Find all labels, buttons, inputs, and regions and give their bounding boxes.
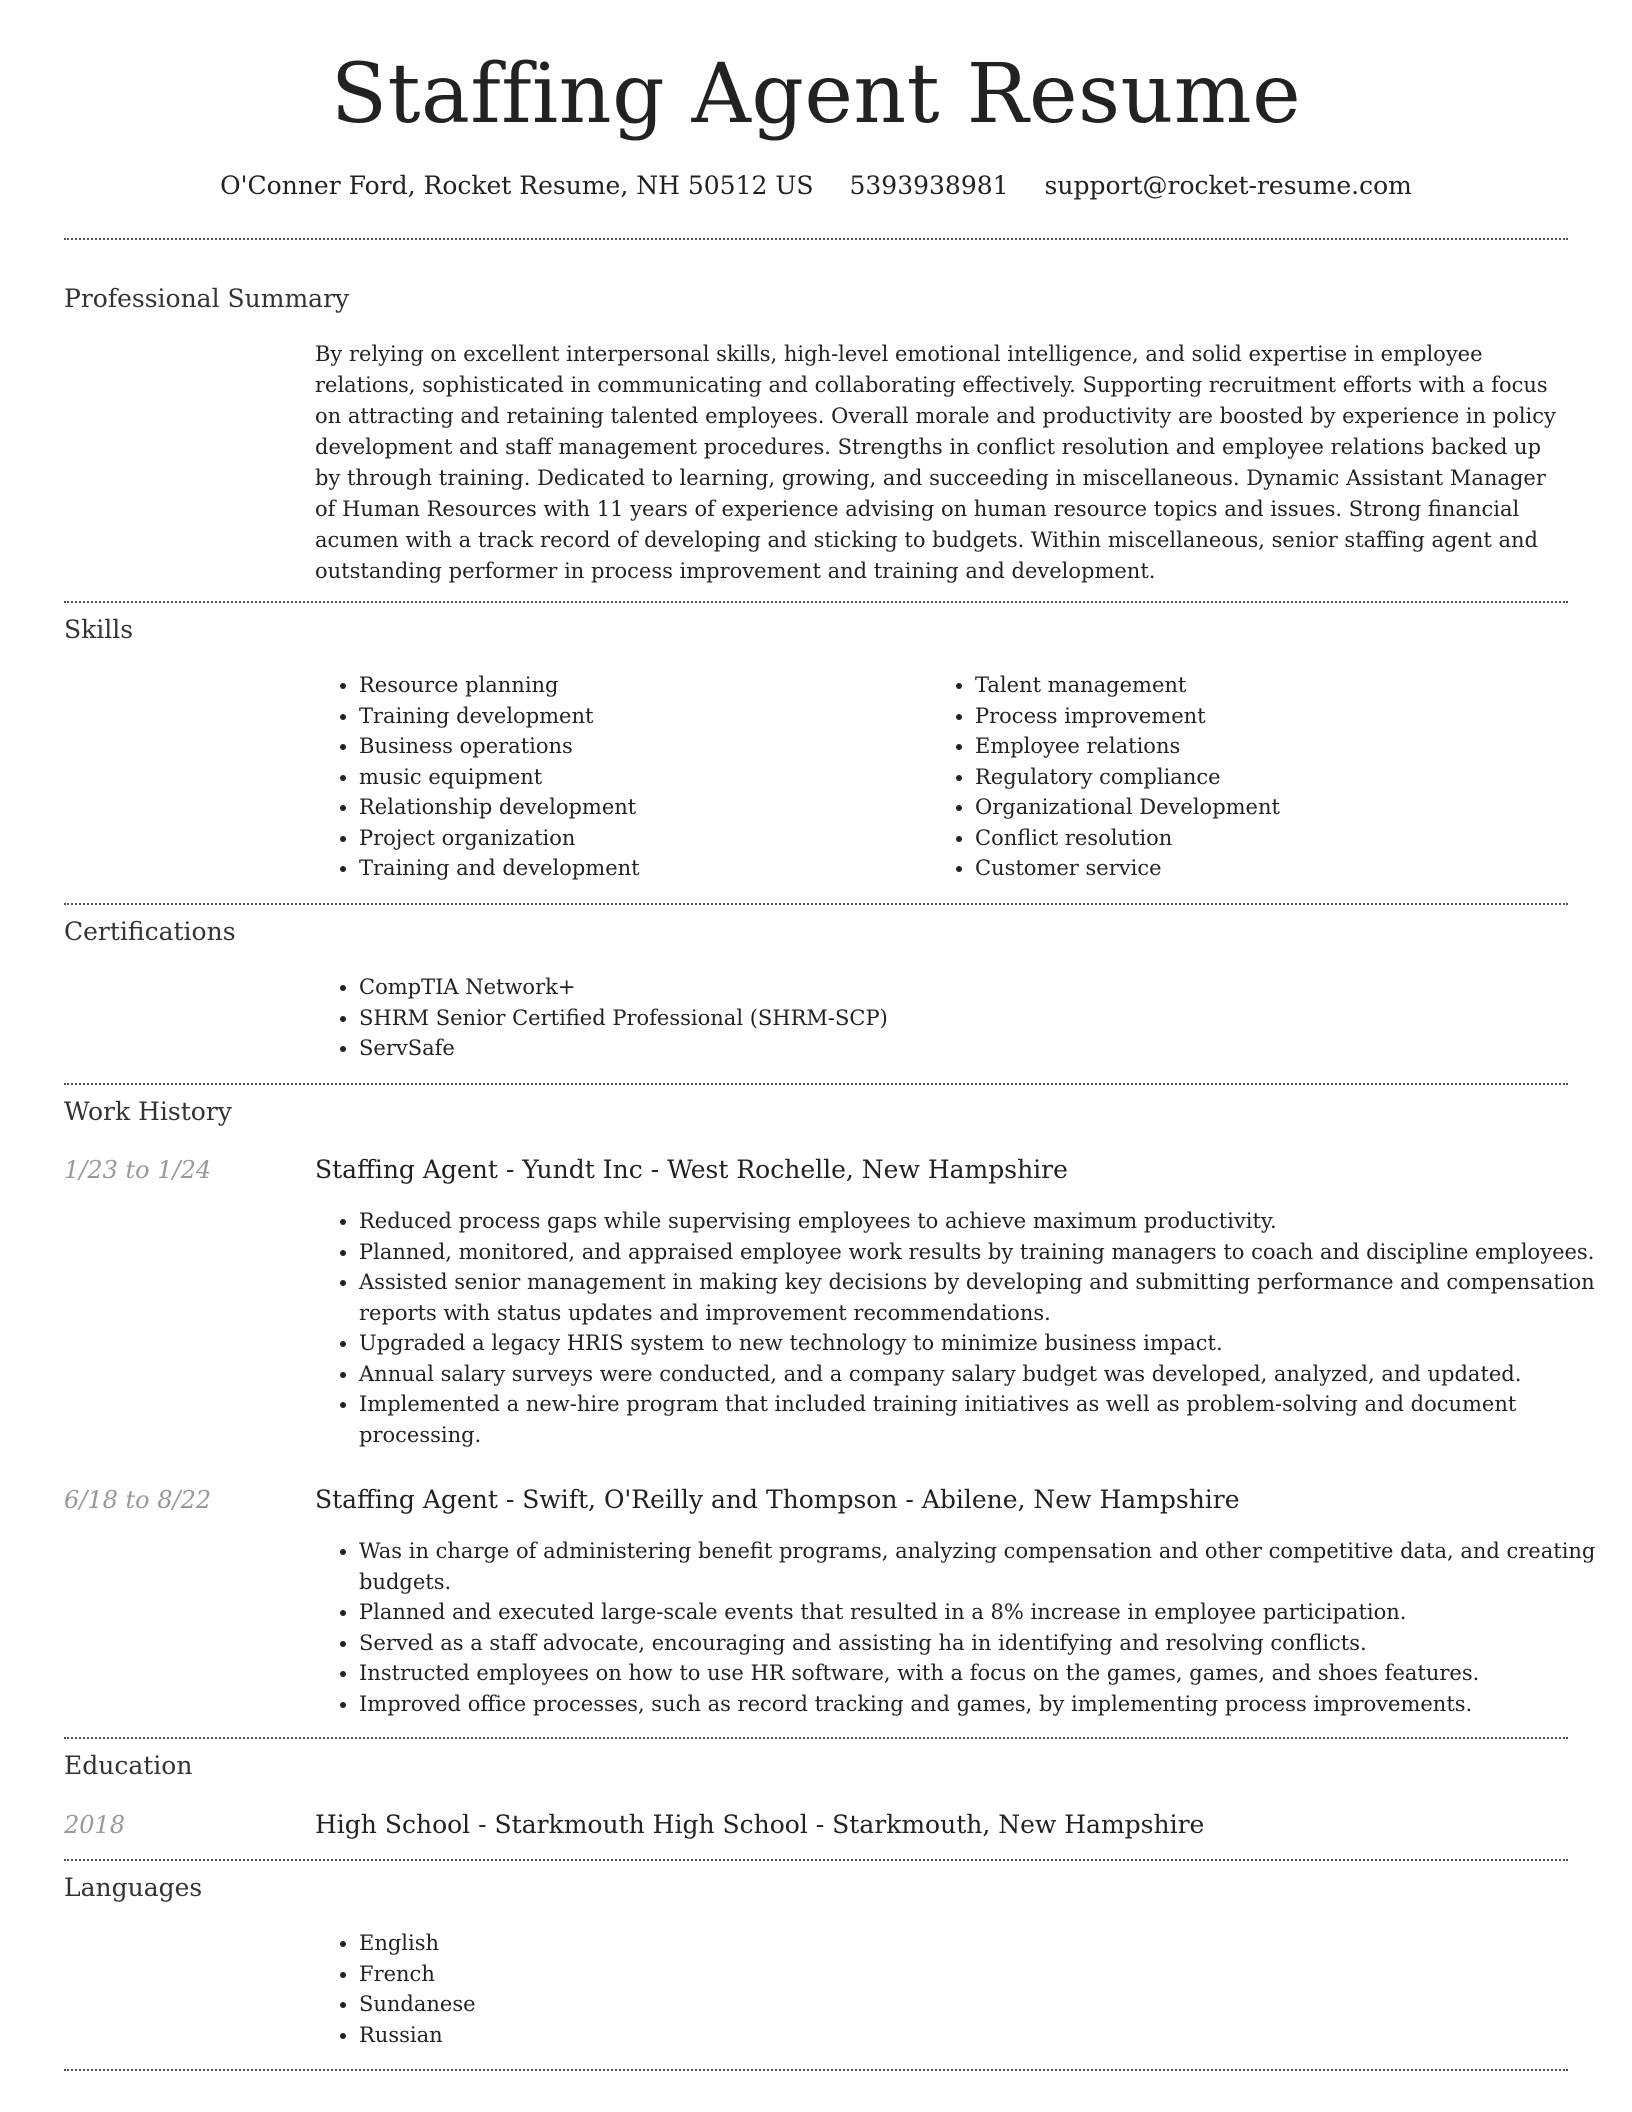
list-item: • Instructed employees on how to use HR software, with a focus on the games, games, and shoes features.	[359, 1658, 1612, 1689]
divider	[64, 1737, 1568, 1739]
summary-text: By relying on excellent interpersonal skills, high-level emotional intelligence, and solid expertise in employee relations, sophisticated in communicating and collaborating effectively. Supporting recruitment efforts with a focus on attracting and retaining talented employees. Overall morale and productivity are boosted by experience in policy development and staff management procedures. Strengths in conflict resolution and employee relations backed up by through training. Dedicated to learning, growing, and succeeding in miscellaneous. Dynamic Assistant Manager of Human Resources with 11 years of experience advising on human resource topics and issues. Strong financial acumen with a track record of developing and sticking to budgets. Within miscellaneous, senior staffing agent and outstanding performer in process improvement and training and development.	[315, 342, 1556, 583]
job-dates: 1/23 to 1/24	[64, 1156, 212, 1184]
list-item: • Training and development	[359, 853, 929, 884]
section-heading-summary: Professional Summary	[64, 284, 350, 313]
list-item: • Talent management	[975, 670, 1575, 701]
list-item: • Was in charge of administering benefit programs, analyzing compensation and other competitive data, and creating budgets.	[359, 1536, 1612, 1597]
list-item: • English	[359, 1928, 1559, 1959]
certifications-list	[315, 972, 1559, 1064]
list-item: • ServSafe	[359, 1033, 1559, 1064]
skills-list-left	[315, 670, 929, 884]
divider	[64, 1859, 1568, 1861]
divider	[64, 2069, 1568, 2071]
list-item: • Employee relations	[975, 731, 1575, 762]
job-dates: 6/18 to 8/22	[64, 1486, 212, 1514]
list-item: • Improved office processes, such as record tracking and games, by implementing process improvements.	[359, 1689, 1612, 1720]
contact-phone: 5393938981	[849, 171, 1009, 200]
skills-list-right	[931, 670, 1575, 884]
list-item: • Served as a staff advocate, encouraging and assisting ha in identifying and resolving conflicts.	[359, 1628, 1612, 1659]
education-dates: 2018	[64, 1811, 126, 1839]
job-bullets	[315, 1536, 1612, 1719]
section-heading-skills: Skills	[64, 615, 134, 644]
resume-title: Staffing Agent Resume	[330, 47, 1302, 142]
divider	[64, 238, 1568, 240]
list-item: • music equipment	[359, 762, 929, 793]
list-item: • Reduced process gaps while supervising employees to achieve maximum productivity.	[359, 1206, 1612, 1237]
languages-list	[315, 1928, 1559, 2050]
list-item: • Organizational Development	[975, 792, 1575, 823]
list-item: • Business operations	[359, 731, 929, 762]
list-item: • Russian	[359, 2020, 1559, 2051]
list-item: • Planned, monitored, and appraised employee work results by training managers to coach and discipline employees.	[359, 1237, 1612, 1268]
list-item: • Sundanese	[359, 1989, 1559, 2020]
contact-line	[64, 170, 1568, 203]
job-title: Staffing Agent - Swift, O'Reilly and Thompson - Abilene, New Hampshire	[315, 1485, 1240, 1514]
list-item: • CompTIA Network+	[359, 972, 1559, 1003]
list-item: • Customer service	[975, 853, 1575, 884]
list-item: • French	[359, 1959, 1559, 1990]
list-item: • Training development	[359, 701, 929, 732]
list-item: • Resource planning	[359, 670, 929, 701]
divider	[64, 1083, 1568, 1085]
job-title: Staffing Agent - Yundt Inc - West Rochelle, New Hampshire	[315, 1155, 1068, 1184]
section-heading-certifications: Certifications	[64, 917, 236, 946]
job-bullets	[315, 1206, 1612, 1450]
list-item: • Planned and executed large-scale events that resulted in a 8% increase in employee participation.	[359, 1597, 1612, 1628]
section-heading-education: Education	[64, 1751, 193, 1780]
list-item: • Relationship development	[359, 792, 929, 823]
list-item: • Implemented a new-hire program that included training initiatives as well as problem-solving and document processing.	[359, 1389, 1612, 1450]
list-item: • Conflict resolution	[975, 823, 1575, 854]
education-title: High School - Starkmouth High School - Starkmouth, New Hampshire	[315, 1810, 1205, 1839]
list-item: • Project organization	[359, 823, 929, 854]
contact-email[interactable]: support@rocket-resume.com	[1044, 171, 1412, 200]
divider	[64, 903, 1568, 905]
contact-address: O'Conner Ford, Rocket Resume, NH 50512 US	[220, 171, 814, 200]
list-item: • Upgraded a legacy HRIS system to new technology to minimize business impact.	[359, 1328, 1612, 1359]
list-item: • Annual salary surveys were conducted, and a company salary budget was developed, analyzed, and updated.	[359, 1359, 1612, 1390]
section-heading-languages: Languages	[64, 1873, 203, 1902]
divider	[64, 601, 1568, 603]
list-item: • Process improvement	[975, 701, 1575, 732]
list-item: • SHRM Senior Certified Professional (SHRM-SCP)	[359, 1003, 1559, 1034]
list-item: • Regulatory compliance	[975, 762, 1575, 793]
list-item: • Assisted senior management in making key decisions by developing and submitting performance and compensation reports with status updates and improvement recommendations.	[359, 1267, 1612, 1328]
section-heading-work-history: Work History	[64, 1097, 232, 1126]
